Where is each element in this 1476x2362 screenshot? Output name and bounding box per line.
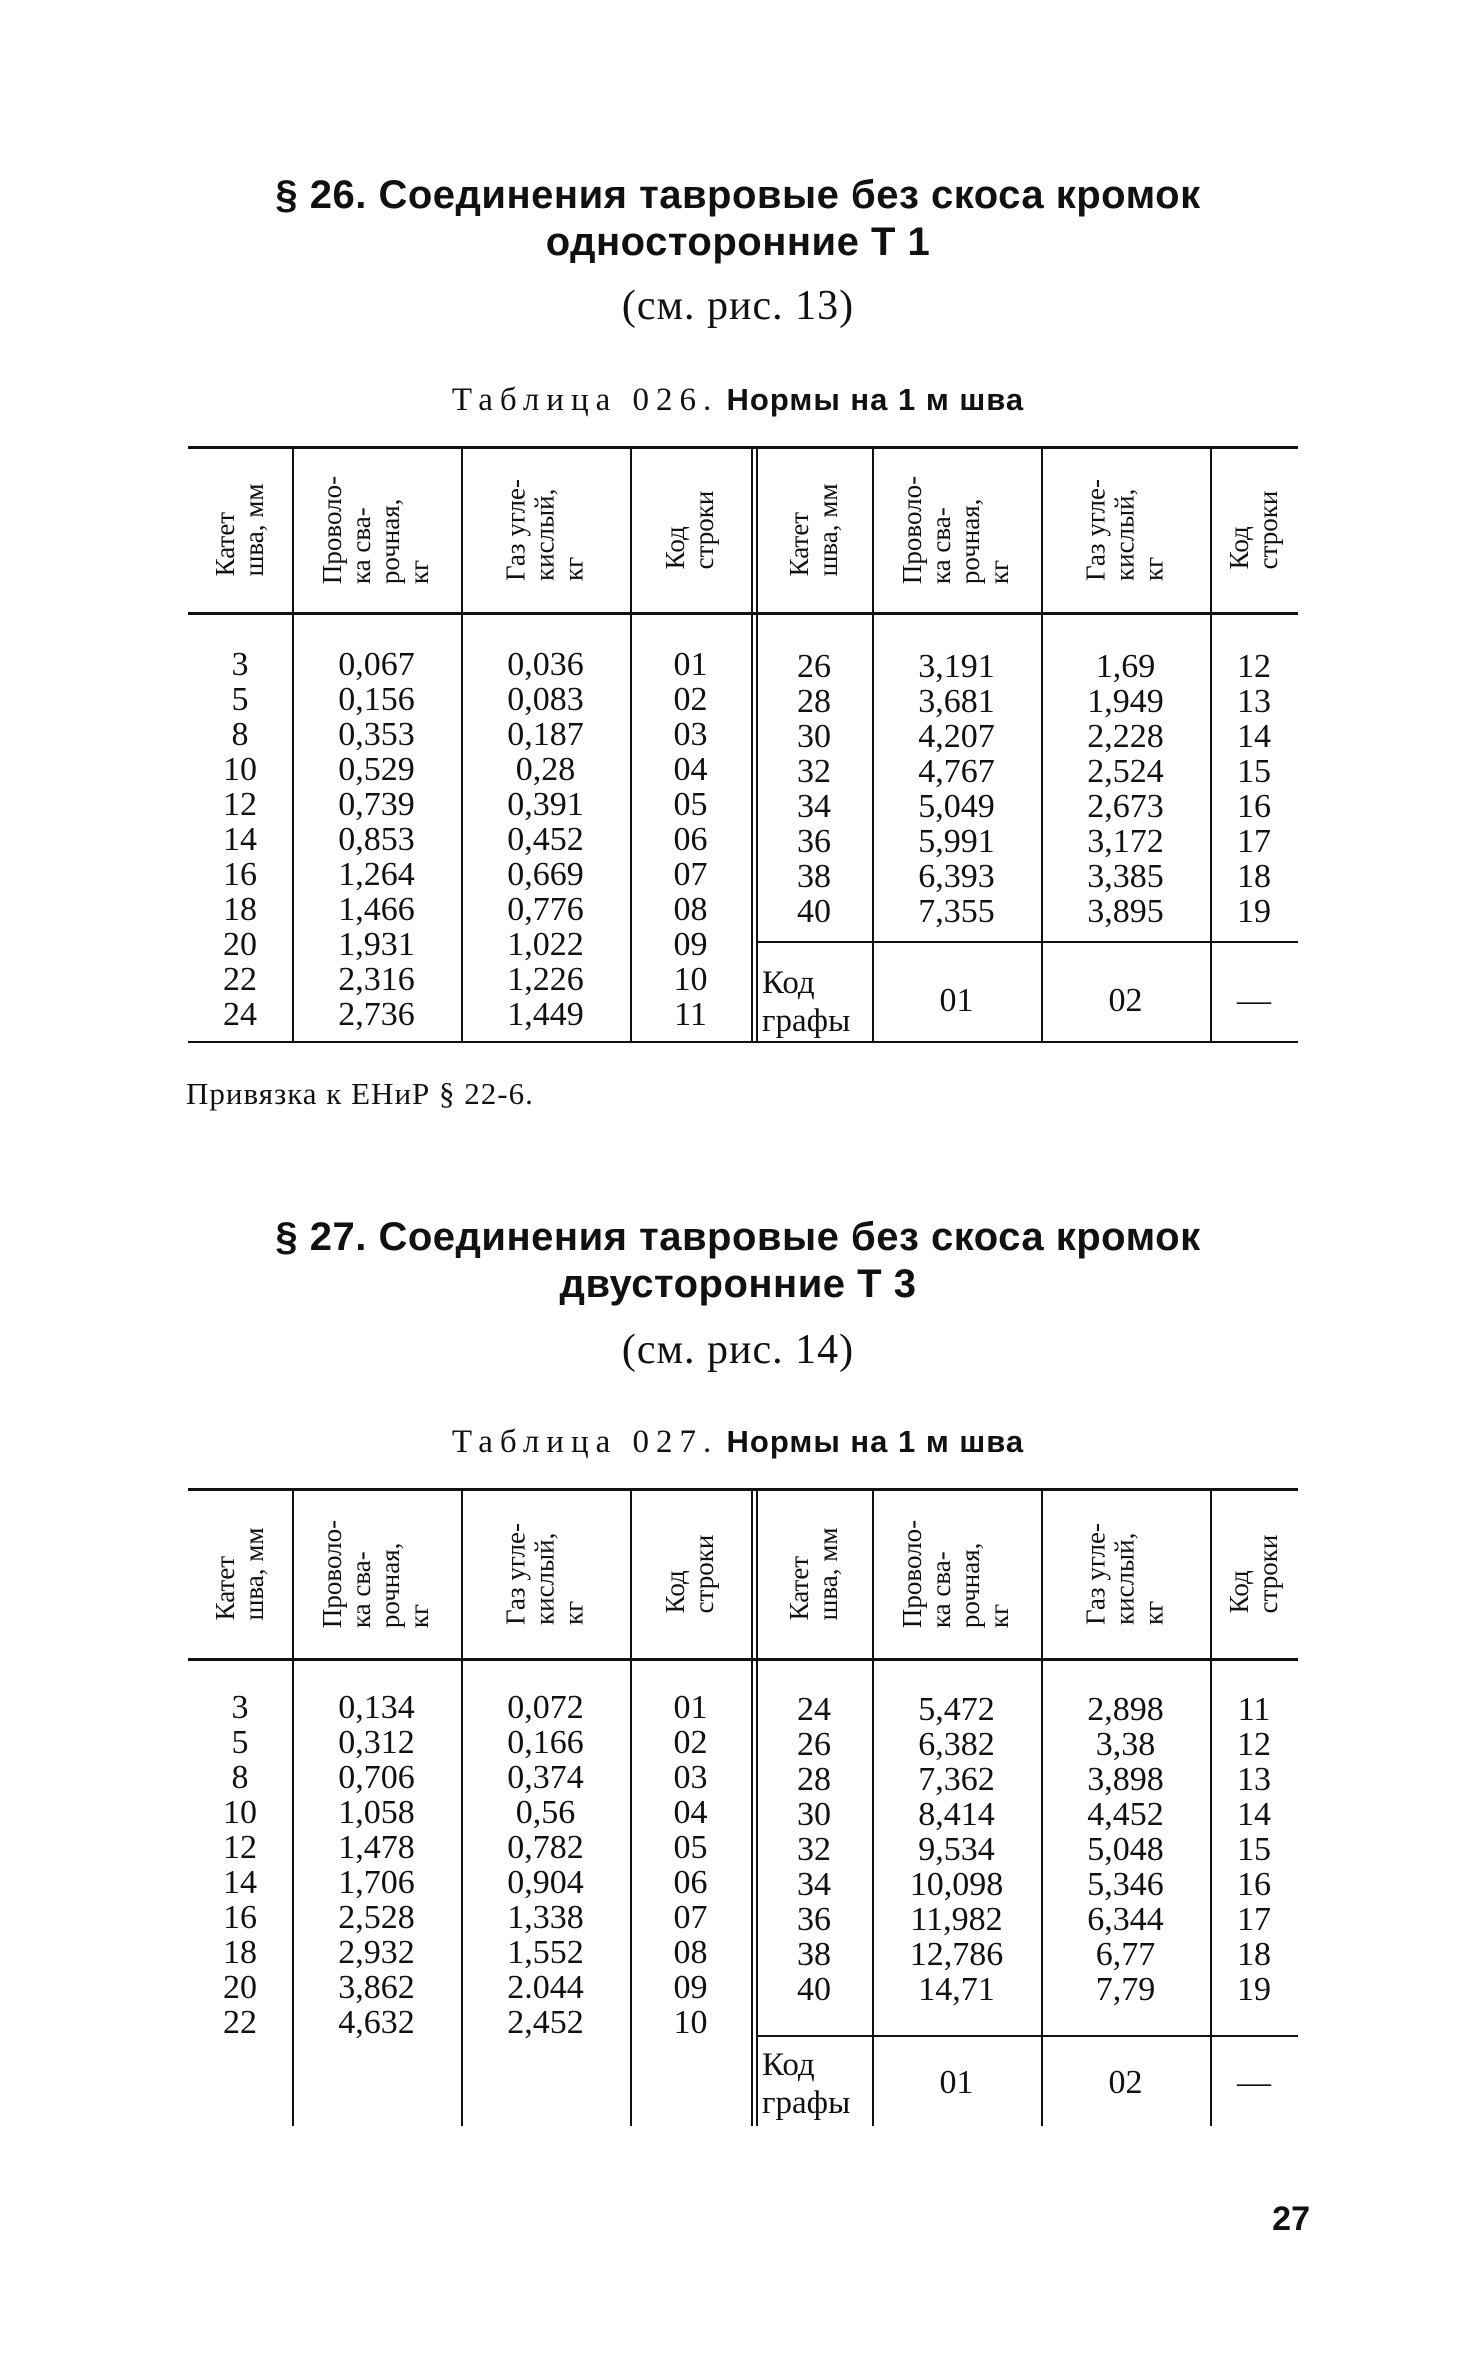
table-cell: 3,862 [338,1969,415,2006]
table-cell: 10 [223,751,257,788]
table-cell: 1,022 [507,926,584,963]
header-gas: Газ угле- кислый, кг [1080,1523,1169,1625]
table-cell: 03 [673,716,708,753]
table-cell: 0,036 [507,646,584,683]
table-cell: 13 [1237,683,1271,720]
table-cell: 5,991 [918,823,995,860]
table-cell: 18 [223,1934,257,1971]
table-cell: 2,452 [507,2004,584,2041]
t026-kod-grafy-label: Код графы [762,965,851,1039]
table-cell: 40 [797,893,831,930]
t026-left-gas-col [461,647,630,1032]
t027-left-katet-col [188,1690,292,2040]
table-cell: 3,172 [1087,823,1164,860]
section-26-title-line1: § 26. Соединения тавровые без скоса кромок [275,173,1201,217]
header-katet: Катет шва, мм [210,1527,269,1621]
table-cell: 1,69 [1095,648,1156,685]
table-cell: 17 [1237,823,1271,860]
t026-grafa-code: — [1237,982,1271,1019]
table-cell: 4,632 [338,2004,415,2041]
table-cell: 6,382 [918,1726,995,1763]
table-cell: 12 [223,1829,257,1866]
table-cell: 8,414 [918,1796,995,1833]
table-cell: 20 [223,926,257,963]
t027-grafa-code: 02 [1108,2064,1143,2101]
table-027-caption-title: Нормы на 1 м шва [726,1424,1025,1459]
table-cell: 22 [223,961,257,998]
table-cell: 1,264 [338,856,415,893]
table-cell: 06 [673,1864,708,1901]
table-cell: 05 [673,1829,708,1866]
table-cell: 0,353 [338,716,415,753]
table-cell: 0,28 [515,751,576,788]
table-cell: 0,072 [507,1689,584,1726]
table-cell: 36 [797,1901,831,1938]
header-code: Код строки [660,490,719,570]
table-cell: 8 [231,716,249,753]
enir-reference-note: Привязка к ЕНиР § 22-6. [186,1076,534,1111]
table-cell: 11 [674,996,707,1033]
table-cell: 3,385 [1087,858,1164,895]
t027-left-code-col [630,1690,751,2040]
table-cell: 10 [673,961,708,998]
table-cell: 34 [797,788,831,825]
table-cell: 0,56 [515,1794,576,1831]
table-cell: 4,452 [1087,1796,1164,1833]
table-cell: 07 [673,856,708,893]
table-cell: 30 [797,718,831,755]
table-cell: 36 [797,823,831,860]
table-cell: 3,898 [1087,1761,1164,1798]
table-cell: 3,191 [918,648,995,685]
table-cell: 3 [231,1689,249,1726]
table-cell: 12 [1237,648,1271,685]
table-cell: 5,472 [918,1691,995,1728]
table-cell: 0,529 [338,751,415,788]
table-cell: 0,134 [338,1689,415,1726]
table-cell: 15 [1237,1831,1271,1868]
table-cell: 26 [797,1726,831,1763]
table-cell: 01 [673,1689,708,1726]
table-027-caption [0,1424,1476,1461]
table-cell: 2,528 [338,1899,415,1936]
table-026-caption [0,382,1476,419]
t027-right-code-col [1210,1692,1298,2007]
table-cell: 0,312 [338,1724,415,1761]
table-cell: 7,79 [1095,1971,1156,2008]
table-cell: 32 [797,1831,831,1868]
table-cell: 17 [1237,1901,1271,1938]
table-026-caption-title: Нормы на 1 м шва [726,382,1025,417]
t027-grafa-code: 01 [939,2064,974,2101]
table-cell: 1,058 [338,1794,415,1831]
table-cell: 09 [673,926,708,963]
table-cell: 08 [673,891,708,928]
table-cell: 24 [797,1691,831,1728]
table-cell: 2,524 [1087,753,1164,790]
table-cell: 11,982 [910,1901,1003,1938]
table-cell: 10,098 [909,1866,1004,1903]
table-cell: 0,374 [507,1759,584,1796]
table-cell: 1,449 [507,996,584,1033]
table-cell: 04 [673,1794,708,1831]
table-cell: 02 [673,1724,708,1761]
table-027-top-rule [188,1488,1298,1491]
header-wire: Проволо- ка сва- рочная, кг [317,1519,434,1629]
table-cell: 0,083 [507,681,584,718]
t026-left-katet-col [188,647,292,1032]
table-cell: 0,166 [507,1724,584,1761]
table-cell: 7,362 [918,1761,995,1798]
t027-left-wire-col [292,1690,461,2040]
table-cell: 12 [1237,1726,1271,1763]
table-cell: 19 [1237,893,1271,930]
table-026-top-rule [188,446,1298,449]
t026-right-wire-col [872,649,1041,929]
table-cell: 14 [223,821,257,858]
table-cell: 1,706 [338,1864,415,1901]
table-cell: 2.044 [507,1969,584,2006]
table-cell: 20 [223,1969,257,2006]
table-cell: 1,466 [338,891,415,928]
table-cell: 24 [223,996,257,1033]
t027-right-wire-col [872,1692,1041,2007]
table-cell: 0,669 [507,856,584,893]
table-cell: 19 [1237,1971,1271,2008]
header-katet: Катет шва, мм [784,1527,843,1621]
table-cell: 03 [673,1759,708,1796]
table-cell: 5 [231,1724,249,1761]
table-cell: 18 [1237,1936,1271,1973]
header-katet: Катет шва, мм [210,483,269,577]
table-cell: 0,706 [338,1759,415,1796]
table-cell: 2,673 [1087,788,1164,825]
table-cell: 14 [1237,718,1271,755]
table-cell: 6,344 [1087,1901,1164,1938]
table-cell: 6,393 [918,858,995,895]
table-cell: 14 [223,1864,257,1901]
table-027-double-divider [751,1491,753,2126]
table-cell: 05 [673,786,708,823]
table-cell: 28 [797,1761,831,1798]
table-cell: 5 [231,681,249,718]
table-cell: 2,228 [1087,718,1164,755]
table-cell: 32 [797,753,831,790]
table-cell: 18 [1237,858,1271,895]
table-cell: 16 [1237,1866,1271,1903]
table-cell: 12,786 [909,1936,1004,1973]
table-cell: 5,048 [1087,1831,1164,1868]
t026-left-code-col [630,647,751,1032]
table-cell: 2,898 [1087,1691,1164,1728]
table-cell: 16 [223,856,257,893]
t027-kod-grafy-label: Код графы [762,2047,851,2121]
table-cell: 0,391 [507,786,584,823]
t026-right-katet-col [756,649,872,929]
table-cell: 0,782 [507,1829,584,1866]
table-cell: 0,156 [338,681,415,718]
table-cell: 28 [797,683,831,720]
header-code: Код строки [660,1534,719,1614]
table-cell: 18 [223,891,257,928]
table-026-header-rule [188,612,1298,615]
table-cell: 14,71 [918,1971,995,2008]
table-cell: 4,207 [918,718,995,755]
table-cell: 01 [673,646,708,683]
header-wire: Проволо- ка сва- рочная, кг [897,1519,1014,1629]
t026-grafa-code: 02 [1108,982,1143,1019]
header-katet: Катет шва, мм [784,483,843,577]
table-026-bottom-rule [188,1041,1298,1043]
table-cell: 04 [673,751,708,788]
table-cell: 8 [231,1759,249,1796]
table-cell: 1,931 [338,926,415,963]
table-cell: 30 [797,1796,831,1833]
table-cell: 02 [673,681,708,718]
table-cell: 06 [673,821,708,858]
table-cell: 34 [797,1866,831,1903]
t026-right-gas-col [1041,649,1210,929]
header-gas: Газ угле- кислый, кг [500,479,589,581]
table-cell: 1,226 [507,961,584,998]
table-027-caption-label: Таблица 027. [451,1424,719,1460]
table-cell: 13 [1237,1761,1271,1798]
t026-right-code-col [1210,649,1298,929]
table-cell: 0,452 [507,821,584,858]
table-cell: 0,853 [338,821,415,858]
table-cell: 1,478 [338,1829,415,1866]
table-cell: 11 [1237,1691,1271,1728]
table-cell: 12 [223,786,257,823]
table-cell: 5,049 [918,788,995,825]
table-cell: 1,949 [1087,683,1164,720]
t026-left-wire-col [292,647,461,1032]
table-cell: 09 [673,1969,708,2006]
header-code: Код строки [1224,1534,1283,1614]
section-27-title-line2: двусторонние Т 3 [559,1262,917,1306]
t027-right-gas-col [1041,1692,1210,2007]
t027-grafa-code: — [1237,2064,1271,2101]
table-cell: 07 [673,1899,708,1936]
t027-right-katet-col [756,1692,872,2007]
page-number: 27 [1272,2200,1310,2238]
table-cell: 10 [223,1794,257,1831]
section-27-figure-ref: (см. рис. 14) [621,1327,855,1373]
table-026-caption-label: Таблица 026. [451,382,719,418]
table-cell: 7,355 [918,893,995,930]
table-027-header-rule [188,1658,1298,1661]
table-cell: 0,067 [338,646,415,683]
table-cell: 22 [223,2004,257,2041]
header-wire: Проволо- ка сва- рочная, кг [897,475,1014,585]
table-cell: 08 [673,1934,708,1971]
table-cell: 1,338 [507,1899,584,1936]
table-cell: 3 [231,646,249,683]
header-gas: Газ угле- кислый, кг [500,1523,589,1625]
table-cell: 3,38 [1095,1726,1156,1763]
table-cell: 10 [673,2004,708,2041]
header-gas: Газ угле- кислый, кг [1080,479,1169,581]
table-cell: 9,534 [918,1831,995,1868]
table-cell: 3,895 [1087,893,1164,930]
header-wire: Проволо- ка сва- рочная, кг [317,475,434,585]
table-cell: 16 [223,1899,257,1936]
table-026-kod-rule [756,941,1298,943]
section-26-figure-ref: (см. рис. 13) [621,283,855,329]
table-cell: 26 [797,648,831,685]
table-cell: 1,552 [507,1934,584,1971]
table-027-kod-rule [756,2035,1298,2037]
t026-grafa-code: 01 [939,982,974,1019]
table-cell: 16 [1237,788,1271,825]
table-cell: 40 [797,1971,831,2008]
section-26-title-line2: односторонние Т 1 [545,220,931,264]
table-cell: 0,187 [507,716,584,753]
table-cell: 38 [797,1936,831,1973]
table-cell: 0,739 [338,786,415,823]
table-cell: 2,932 [338,1934,415,1971]
table-cell: 0,776 [507,891,584,928]
table-026-double-divider [751,449,753,1041]
table-cell: 2,316 [338,961,415,998]
table-cell: 15 [1237,753,1271,790]
table-cell: 38 [797,858,831,895]
header-code: Код строки [1224,490,1283,570]
table-cell: 2,736 [338,996,415,1033]
t027-left-gas-col [461,1690,630,2040]
section-27-title-line1: § 27. Соединения тавровые без скоса кромок [275,1215,1201,1259]
table-cell: 3,681 [918,683,995,720]
table-cell: 5,346 [1087,1866,1164,1903]
table-cell: 6,77 [1095,1936,1156,1973]
table-cell: 4,767 [918,753,995,790]
table-cell: 0,904 [507,1864,584,1901]
table-cell: 14 [1237,1796,1271,1833]
